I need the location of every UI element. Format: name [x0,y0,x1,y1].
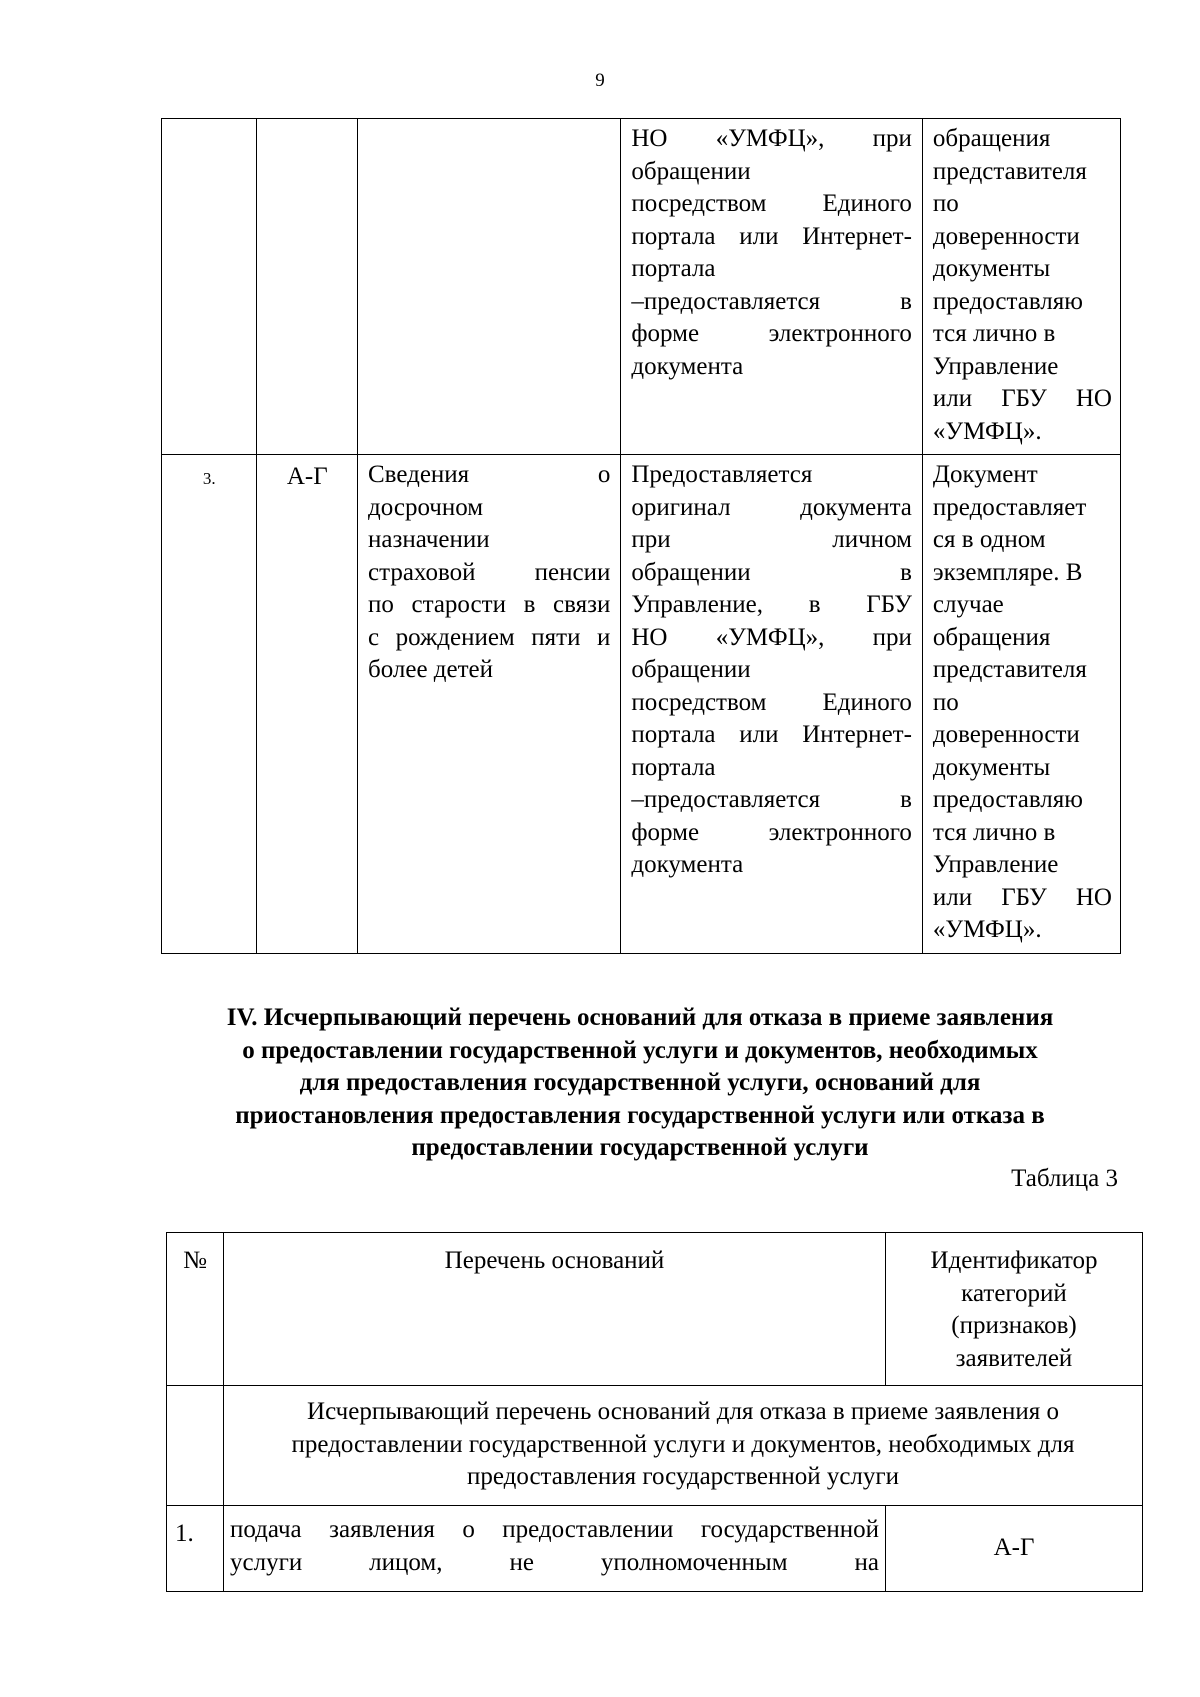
row-number: 1. [167,1506,224,1592]
section-row [167,1386,1143,1506]
section-row-text: Исчерпывающий перечень оснований для отказа в приеме заявления о предоставлении государственной услуги и документов, необходимых для предоставления государственной услуги [224,1386,1143,1506]
row-text: подача заявления о предоставлении государственной услуги лицом, не уполномоченным на [224,1506,886,1592]
table-row [167,1506,1143,1592]
table-row [162,455,1121,954]
row-number [162,119,257,455]
row-number: 3. [162,455,257,954]
section-row-num [167,1386,224,1506]
header-list: Перечень оснований [224,1233,886,1386]
row-document [358,119,621,455]
refusal-grounds-table [166,1232,1143,1592]
row-document: Сведения о досрочном назначении страховой пенсии по старости в связи с рождением пяти и более детей [358,455,621,954]
row-description: НО «УМФЦ», при обращении посредством Единого портала или Интернет- портала –предоставляется в форме электронного документа [621,119,923,455]
page-number: 9 [595,70,605,91]
row-id: А-Г [886,1506,1143,1592]
section-heading: IV. Исчерпывающий перечень оснований для отказа в приеме заявления о предоставлении государственной услуги и документов, необходимых для предоставления государственной услуги, оснований для приостановления предоставления государственной услуги или отказа в предоставлении государственной услуги [226,1004,1054,1161]
table-header-row [167,1233,1143,1386]
row-category [257,119,358,455]
row-description: Предоставляется оригинал документа при личном обращении в Управление, в ГБУ НО «УМФЦ», при обращении посредством Единого портала или Интернет- портала –предоставляется в форме электронного документа [621,455,923,954]
table-row [162,119,1121,455]
row-category: А-Г [257,455,358,954]
header-num: № [167,1233,224,1386]
header-id: Идентификатор категорий (признаков) заявителей [886,1233,1143,1386]
table-caption: Таблица 3 [1011,1165,1118,1192]
row-note: Документ предоставляет ся в одном экземпляре. В случае обращения представителя по доверенности документы предоставляю тся лично в Управление или ГБУ НО «УМФЦ». [922,455,1120,954]
row-note: обращения представителя по доверенности документы предоставляю тся лично в Управление или ГБУ НО «УМФЦ». [922,119,1120,455]
documents-table [161,118,1121,954]
